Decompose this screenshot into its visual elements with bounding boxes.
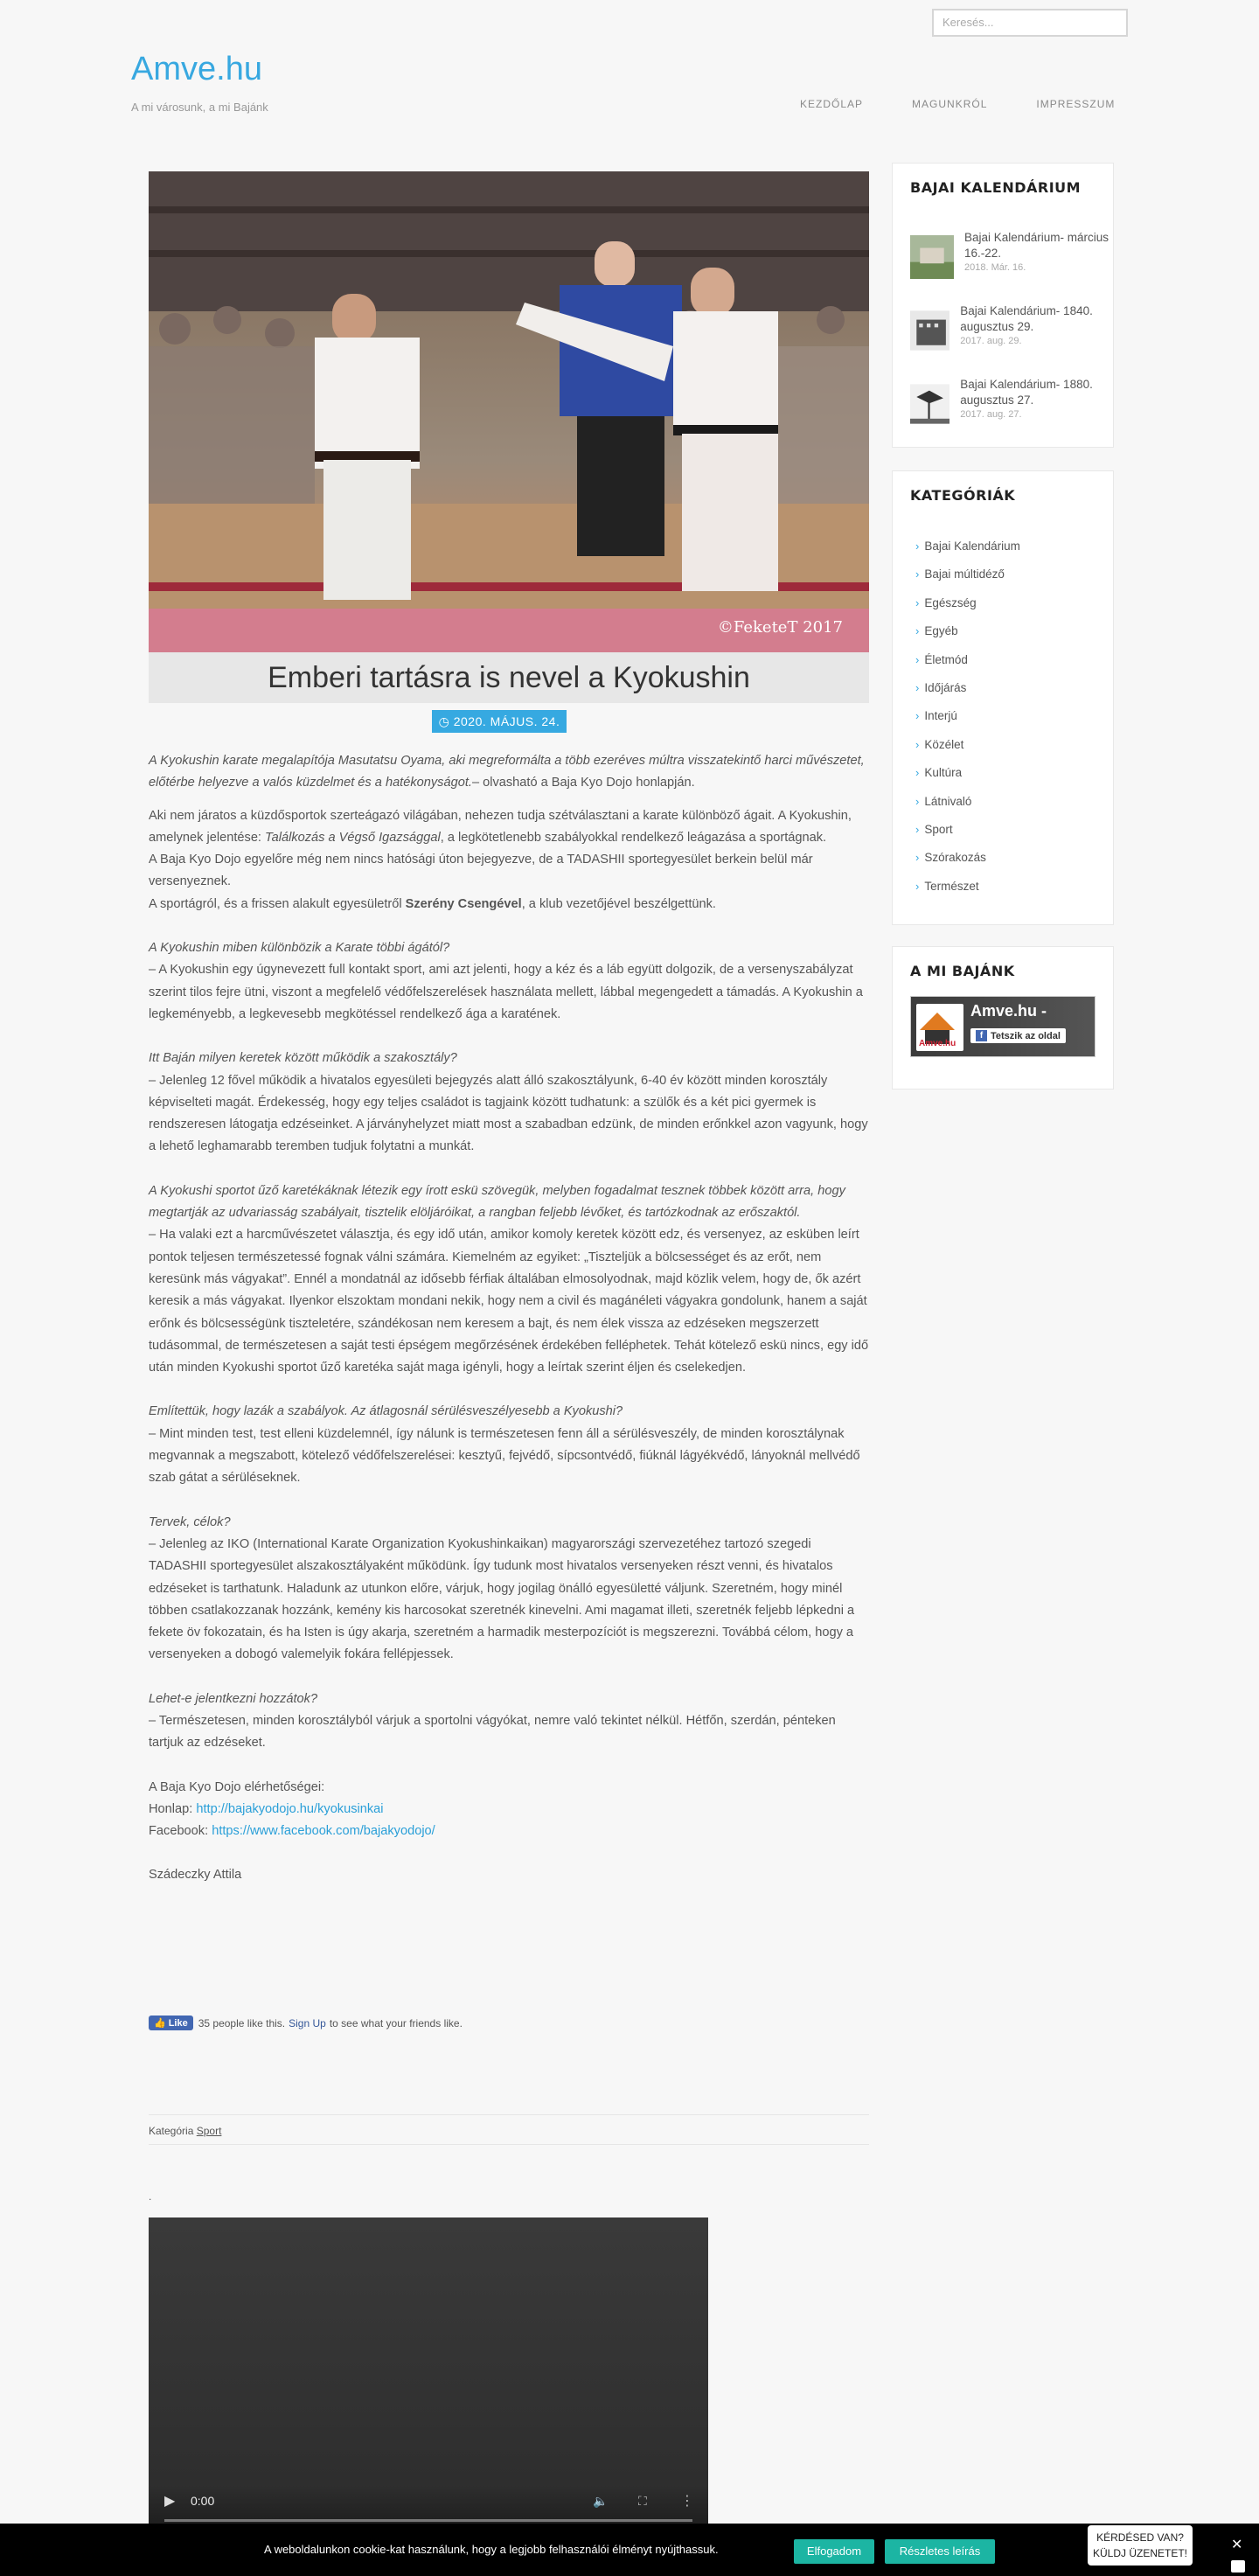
contact-title: A Baja Kyo Dojo elérhetőségei: [149, 1779, 325, 1794]
main-nav [800, 98, 1115, 110]
interview-answer: – Ha valaki ezt a harcművészetet választja, és egy idő után, amikor komoly keretek között edz, és versenyez, az esküben leírt pontok teljesen természetessé fognak válni számára. Kiemelném az egyiket: „Tiszteljük a bölcsességet és az erőt, nem keresünk más vágyakat”. Ennél a mondatnál az idősebb férfiak általában elmosolyodnak, majd közlik velem, hogy de, ők azért keresik a más vágyakat. Ilyenkor elszoktam mondani nekik, hogy nem a civil és magánéleti vágyakra gondolunk, hanem a saját erőnk és bölcsességünk tiszteletére, szándékosan nem keresem a bajt, és nem élek vissza az edzéseken megszerzett tudásommal, de természetesen a saját testi épségem megőrzésének érdekében felléphetek. Tehát kötelező eskü nincs, egy idő után minden Kyokushi sportot űző karetéka saját maga igényli, hogy a leírtak szerint éljen és cselekedjen. [149, 1228, 869, 1375]
widget-ami-bajank [892, 946, 1114, 1090]
interview-answer: – Jelenleg 12 fővel működik a hivatalos egyesületi bejegyzés alatt álló szakosztályunk, 6-40 év között minden korosztály képviselteti magát. Érdekesség, hogy egy teljes családot is tagjaink között tudhatunk: a szülők és a két pici gyermek is rendszeresen látogatja edzéseinket. A járványhelyzet miatt most a szabadban edzünk, de minden erőnkkel azon vagyunk, hogy a lehető leghamarabb teremben tudjuk folytatni a munkát. [149, 1073, 868, 1154]
widget-title: KATEGÓRIÁK [910, 487, 1016, 504]
contact-homepage: Honlap: http://bajakyodojo.hu/kyokusinkai [149, 1801, 384, 1816]
close-icon[interactable]: ✕ [1231, 2538, 1243, 2552]
divider [149, 2144, 869, 2145]
nav-item-impressum[interactable]: IMPRESSZUM [1036, 98, 1116, 110]
article-paragraph: A sportágról, és a frissen alakult egyesületről Szerény Csengével, a klub vezetőjével beszélgettünk. [149, 896, 716, 911]
video-player[interactable] [149, 2217, 708, 2532]
category-link[interactable]: Sport [196, 2125, 222, 2137]
chevron-right-icon: › [915, 540, 920, 553]
category-item[interactable]: › Interjú [915, 709, 957, 723]
chevron-right-icon: › [915, 851, 920, 865]
thumbs-up-icon: 👍 [154, 2018, 166, 2029]
chevron-right-icon: › [915, 822, 920, 836]
article-featured-image [149, 171, 869, 652]
like-count: 35 people like this. [198, 2016, 286, 2029]
calendar-thumbnail [910, 377, 949, 431]
article-body [149, 750, 869, 1887]
widget-title: BAJAI KALENDÁRIUM [910, 179, 1082, 196]
homepage-link[interactable]: http://bajakyodojo.hu/kyokusinkai [196, 1801, 384, 1816]
article-author: Szádeczky Attila [149, 1868, 242, 1883]
interview-question: Említettük, hogy lazák a szabályok. Az átlagosnál sérülésveszélyesebb a Kyokushi? [149, 1404, 623, 1419]
fullscreen-icon[interactable]: ⛶ [638, 2494, 647, 2508]
widget-calendar [892, 163, 1114, 448]
chevron-right-icon: › [915, 567, 920, 581]
calendar-thumbnail [910, 230, 954, 284]
divider [149, 2114, 869, 2115]
fb-like-button[interactable]: 👍 Like [149, 2016, 193, 2030]
article-category: Kategória Sport [149, 2125, 222, 2137]
interview-answer: – Jelenleg az IKO (International Karate Organization Kyokushinkaikan) magyarországi szervezetéhez tartozó szegedi TADASHII sportegyesület alszakosztályaként működünk. Így tudunk most hivatalos versenyeken részt venni, és hivatalos edzéseket is tarthatunk. Haladunk az utunkon előre, várjuk, hogy jogilag önálló egyesületté váljunk. Szeretném, hogy minél többen csatlakozzanak hozzánk, kemény kis harcosokat szeretnék kinevelni. Ami magamat illeti, szeretnék feljebb lépkedni a fekete öv fokozatain, és ha Isten is úgy akarja, szeretném a harmadik mesterpozíciót is megszerezni. Továbbá célom, hogy a versenyeken a dobogó valemelyik fokára fellépjessek. [149, 1536, 855, 1662]
calendar-item[interactable] [910, 377, 1113, 431]
fb-signup-link[interactable]: Sign Up [289, 2016, 326, 2029]
calendar-item-date: 2017. aug. 29. [960, 336, 1022, 346]
interview-answer: – Mint minden test, test elleni küzdelemnél, így nálunk is természetesen fenn áll a sérülésveszély, de minden korosztálynak megvannak a megszabott, kötelező védőfelszerelései: kesztyű, fejvédő, sípcsontvédő, fiúknál lágyékvédő, lányoknál mellvédő szab gátat a sérüléseknek. [149, 1426, 860, 1486]
chevron-right-icon: › [915, 624, 920, 638]
article-title: Emberi tartásra is nevel a Kyokushin [149, 652, 869, 703]
nav-item-home[interactable]: KEZDŐLAP [800, 98, 864, 110]
interview-question: Lehet-e jelentkezni hozzátok? [149, 1691, 318, 1706]
volume-icon[interactable]: 🔈 [593, 2494, 609, 2508]
article-date: 2020. MÁJUS. 24. [453, 714, 560, 728]
interview-question: A Kyokushi sportot űző karetékáknak létezik egy írott eskü szövegük, melyben fogadalmat tesznek többek között arra, hogy megtartják az udvariasság szabályait, tisztelik elöljáróikat, a rangban feljebb lévőket, és tartózkodnak az erőszaktól. [149, 1183, 845, 1221]
category-item[interactable]: › Egyéb [915, 624, 958, 638]
interview-question: Tervek, célok? [149, 1514, 231, 1529]
calendar-item-title[interactable]: Bajai Kalendárium- 1840. augusztus 29. [960, 304, 1093, 333]
facebook-page-name[interactable]: Amve.hu - [970, 1002, 1047, 1020]
site-logo[interactable]: Amve.hu [131, 51, 262, 87]
play-icon[interactable]: ▶ [164, 2494, 176, 2509]
calendar-item-date: 2018. Már. 16. [963, 262, 1026, 273]
page-logo: Amve.hu [916, 1004, 963, 1051]
category-item[interactable]: › Bajai múltidéző [915, 567, 1005, 581]
chevron-right-icon: › [915, 595, 920, 609]
category-item[interactable]: › Látnivaló [915, 794, 972, 808]
calendar-item[interactable] [910, 230, 1113, 284]
category-item[interactable]: › Természet [915, 879, 979, 893]
contact-facebook: Facebook: https://www.facebook.com/bajakyodojo/ [149, 1824, 435, 1839]
widget-categories [892, 470, 1114, 925]
facebook-link[interactable]: https://www.facebook.com/bajakyodojo/ [212, 1824, 435, 1839]
clock-icon: ◷ [438, 714, 450, 728]
calendar-thumbnail [910, 303, 949, 358]
chevron-right-icon: › [915, 652, 920, 666]
chat-prompt[interactable]: KÉRDÉSED VAN? KÜLDJ ÜZENETET! [1088, 2525, 1193, 2566]
stray-dot: . [149, 2190, 152, 2203]
chevron-right-icon: › [915, 709, 920, 723]
category-item[interactable]: › Egészség [915, 595, 977, 609]
nav-item-about[interactable]: MAGUNKRÓL [912, 98, 988, 110]
facebook-like-page-button[interactable]: f Tetszik az oldal [970, 1028, 1066, 1043]
calendar-item-date: 2017. aug. 27. [960, 409, 1022, 420]
interview-answer: – Természetesen, minden korosztályból várjuk a sportolni vágyókat, nemre való tekintet nélkül. Hétfőn, szerdán, pénteken tartjuk az edzéseket. [149, 1713, 836, 1751]
calendar-item-title[interactable]: Bajai Kalendárium- 1880. augusztus 27. [960, 378, 1093, 407]
category-item[interactable]: › Kultúra [915, 766, 963, 780]
category-item[interactable]: › Bajai Kalendárium [915, 540, 1020, 553]
photo-credit: ©FeketeT 2017 [717, 618, 843, 637]
video-progress-bar[interactable] [164, 2519, 692, 2522]
chevron-right-icon: › [915, 737, 920, 751]
calendar-item[interactable] [910, 303, 1113, 358]
cookie-text: A weboldalunkon cookie-kat használunk, hogy a legjobb felhasználói élményt nyújthassuk. [264, 2543, 719, 2556]
chat-icon[interactable] [1231, 2560, 1245, 2573]
article-paragraph: Aki nem járatos a küzdősportok szerteágazó világában, nehezen tudja szétválasztani a karate különböző ágait. A Kyokushin, amelynek jelentése: Találkozás a Végső Igazsággal, a legkötetlenebb szabályokkal rendelkező leágazása a sportágnak. [149, 808, 852, 845]
cookie-details-button[interactable]: Részletes leírás [885, 2539, 995, 2564]
category-item[interactable]: › Sport [915, 822, 953, 836]
chevron-right-icon: › [915, 879, 920, 893]
chevron-right-icon: › [915, 794, 920, 808]
article-paragraph: A Baja Kyo Dojo egyelőre még nem nincs hatósági úton bejegyezve, de a TADASHII sportegyesület berkein belül már versenyeznek. [149, 853, 813, 889]
cookie-accept-button[interactable]: Elfogadom [794, 2539, 874, 2564]
video-time: 0:00 [191, 2494, 215, 2508]
facebook-like-row [149, 2016, 463, 2030]
category-item[interactable]: › Közélet [915, 737, 964, 751]
category-item[interactable]: › Időjárás [915, 680, 967, 694]
article-date-badge [432, 710, 567, 733]
like-tail: to see what your friends like. [329, 2016, 463, 2029]
facebook-page-plugin[interactable] [910, 996, 1096, 1057]
chevron-right-icon: › [915, 680, 920, 694]
category-item[interactable]: › Életmód [915, 652, 968, 666]
facebook-icon: f [976, 1030, 987, 1041]
category-list [915, 540, 1020, 908]
search-input[interactable]: Keresés... [932, 9, 1128, 37]
category-item[interactable]: › Szórakozás [915, 851, 986, 865]
article-intro: A Kyokushin karate megalapítója Masutatsu Oyama, aki megreformálta a több ezeréves múltra visszatekintő harci művészetet, előtérbe helyezve a valós küzdelmet és a hatékonyságot.– olvasható a Baja Kyo Dojo honlapján. [149, 754, 865, 790]
cookie-bar [0, 2524, 1259, 2576]
widget-title: A MI BAJÁNK [910, 963, 1015, 979]
interview-answer: – A Kyokushin egy úgynevezett full kontakt sport, ami azt jelenti, hogy a kéz és a láb együtt dolgozik, de a versenyszabályzat szerint tilos fejre ütni, viszont a megfelelő védőfelszerelések használata mellett, lábbal megengedett a támadás. A Kyokushin a legkeményebb, a legkevesebb megkötéssel rendelkező ága a karatének. [149, 963, 863, 1021]
chevron-right-icon: › [915, 766, 920, 780]
more-options-icon[interactable]: ⋮ [680, 2494, 694, 2509]
interview-question: Itt Baján milyen keretek között működik a szakosztály? [149, 1051, 457, 1066]
calendar-item-title[interactable]: Bajai Kalendárium- március 16.-22. [963, 231, 1109, 260]
site-tagline: A mi városunk, a mi Bajánk [131, 101, 268, 114]
interview-question: A Kyokushin miben különbözik a Karate többi ágától? [149, 941, 450, 956]
